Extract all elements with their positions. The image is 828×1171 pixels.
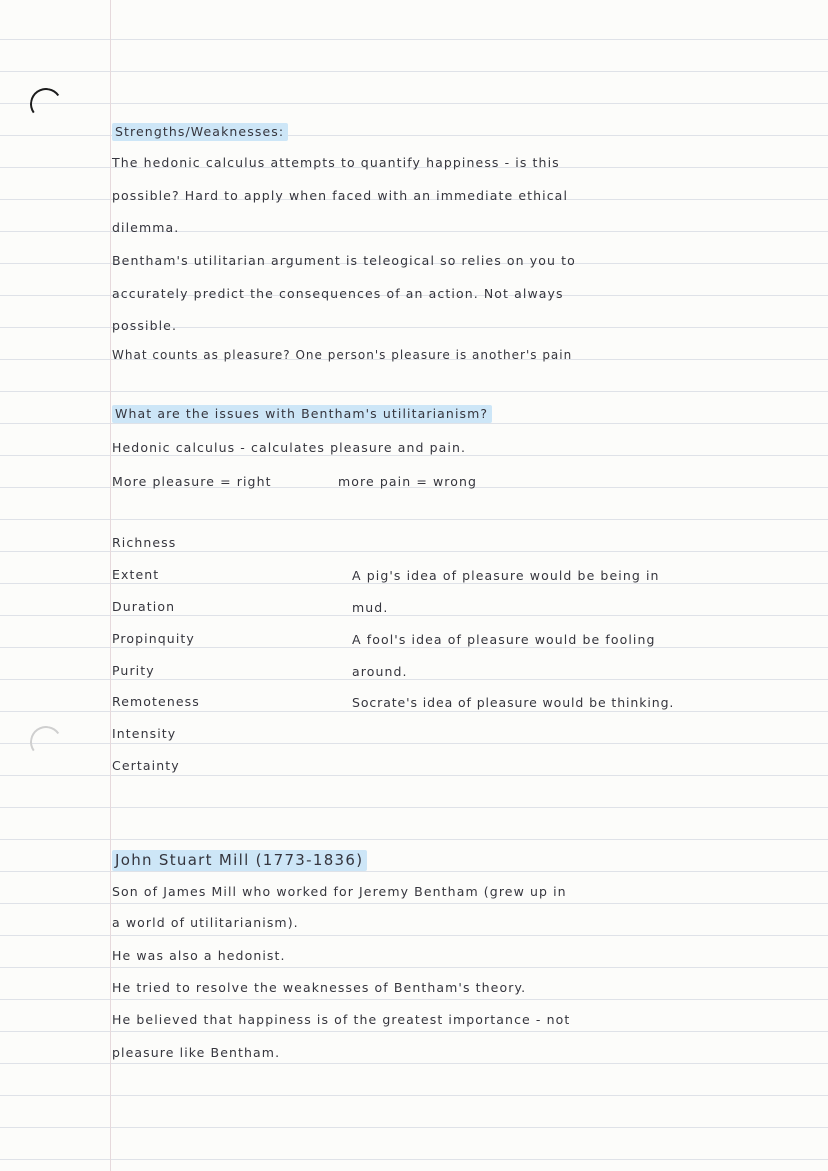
example-line: A fool's idea of pleasure would be fooling	[352, 632, 656, 647]
margin-line	[110, 0, 111, 1171]
note-line: What counts as pleasure? One person's pleasure is another's pain	[112, 348, 573, 362]
section-heading: Strengths/Weaknesses:	[112, 124, 288, 139]
calculus-item: Duration	[112, 599, 176, 614]
note-line: accurately predict the consequences of an action. Not always	[112, 286, 564, 301]
example-line: mud.	[352, 600, 389, 615]
calculus-item: Extent	[112, 567, 160, 582]
note-line: He was also a hedonist.	[112, 948, 286, 963]
punch-hole-mark	[27, 85, 64, 122]
calculus-item: Remoteness	[112, 694, 200, 709]
note-line: more pain = wrong	[338, 474, 478, 489]
note-line: possible? Hard to apply when faced with an immediate ethical	[112, 188, 569, 203]
note-line: He tried to resolve the weaknesses of Bentham's theory.	[112, 980, 527, 995]
note-line: possible.	[112, 318, 178, 333]
punch-hole-mark	[27, 723, 64, 760]
calculus-item: Intensity	[112, 726, 177, 741]
calculus-item: Certainty	[112, 758, 180, 773]
note-line: Son of James Mill who worked for Jeremy Bentham (grew up in	[112, 884, 567, 899]
note-line: The hedonic calculus attempts to quantify happiness - is this	[112, 155, 560, 170]
note-line: dilemma.	[112, 220, 180, 235]
note-line: pleasure like Bentham.	[112, 1045, 281, 1060]
example-line: Socrate's idea of pleasure would be thinking.	[352, 695, 675, 710]
section-heading: John Stuart Mill (1773-1836)	[112, 851, 367, 869]
note-line: He believed that happiness is of the greatest importance - not	[112, 1012, 571, 1027]
section-heading: What are the issues with Bentham's utilitarianism?	[112, 406, 492, 421]
calculus-item: Purity	[112, 663, 155, 678]
note-line: a world of utilitarianism).	[112, 915, 299, 930]
calculus-item: Richness	[112, 535, 177, 550]
note-line: Bentham's utilitarian argument is teleogical so relies on you to	[112, 253, 576, 268]
note-line: Hedonic calculus - calculates pleasure and pain.	[112, 440, 467, 455]
calculus-item: Propinquity	[112, 631, 195, 646]
note-line: More pleasure = right	[112, 474, 272, 489]
example-line: around.	[352, 664, 408, 679]
example-line: A pig's idea of pleasure would be being in	[352, 568, 660, 583]
